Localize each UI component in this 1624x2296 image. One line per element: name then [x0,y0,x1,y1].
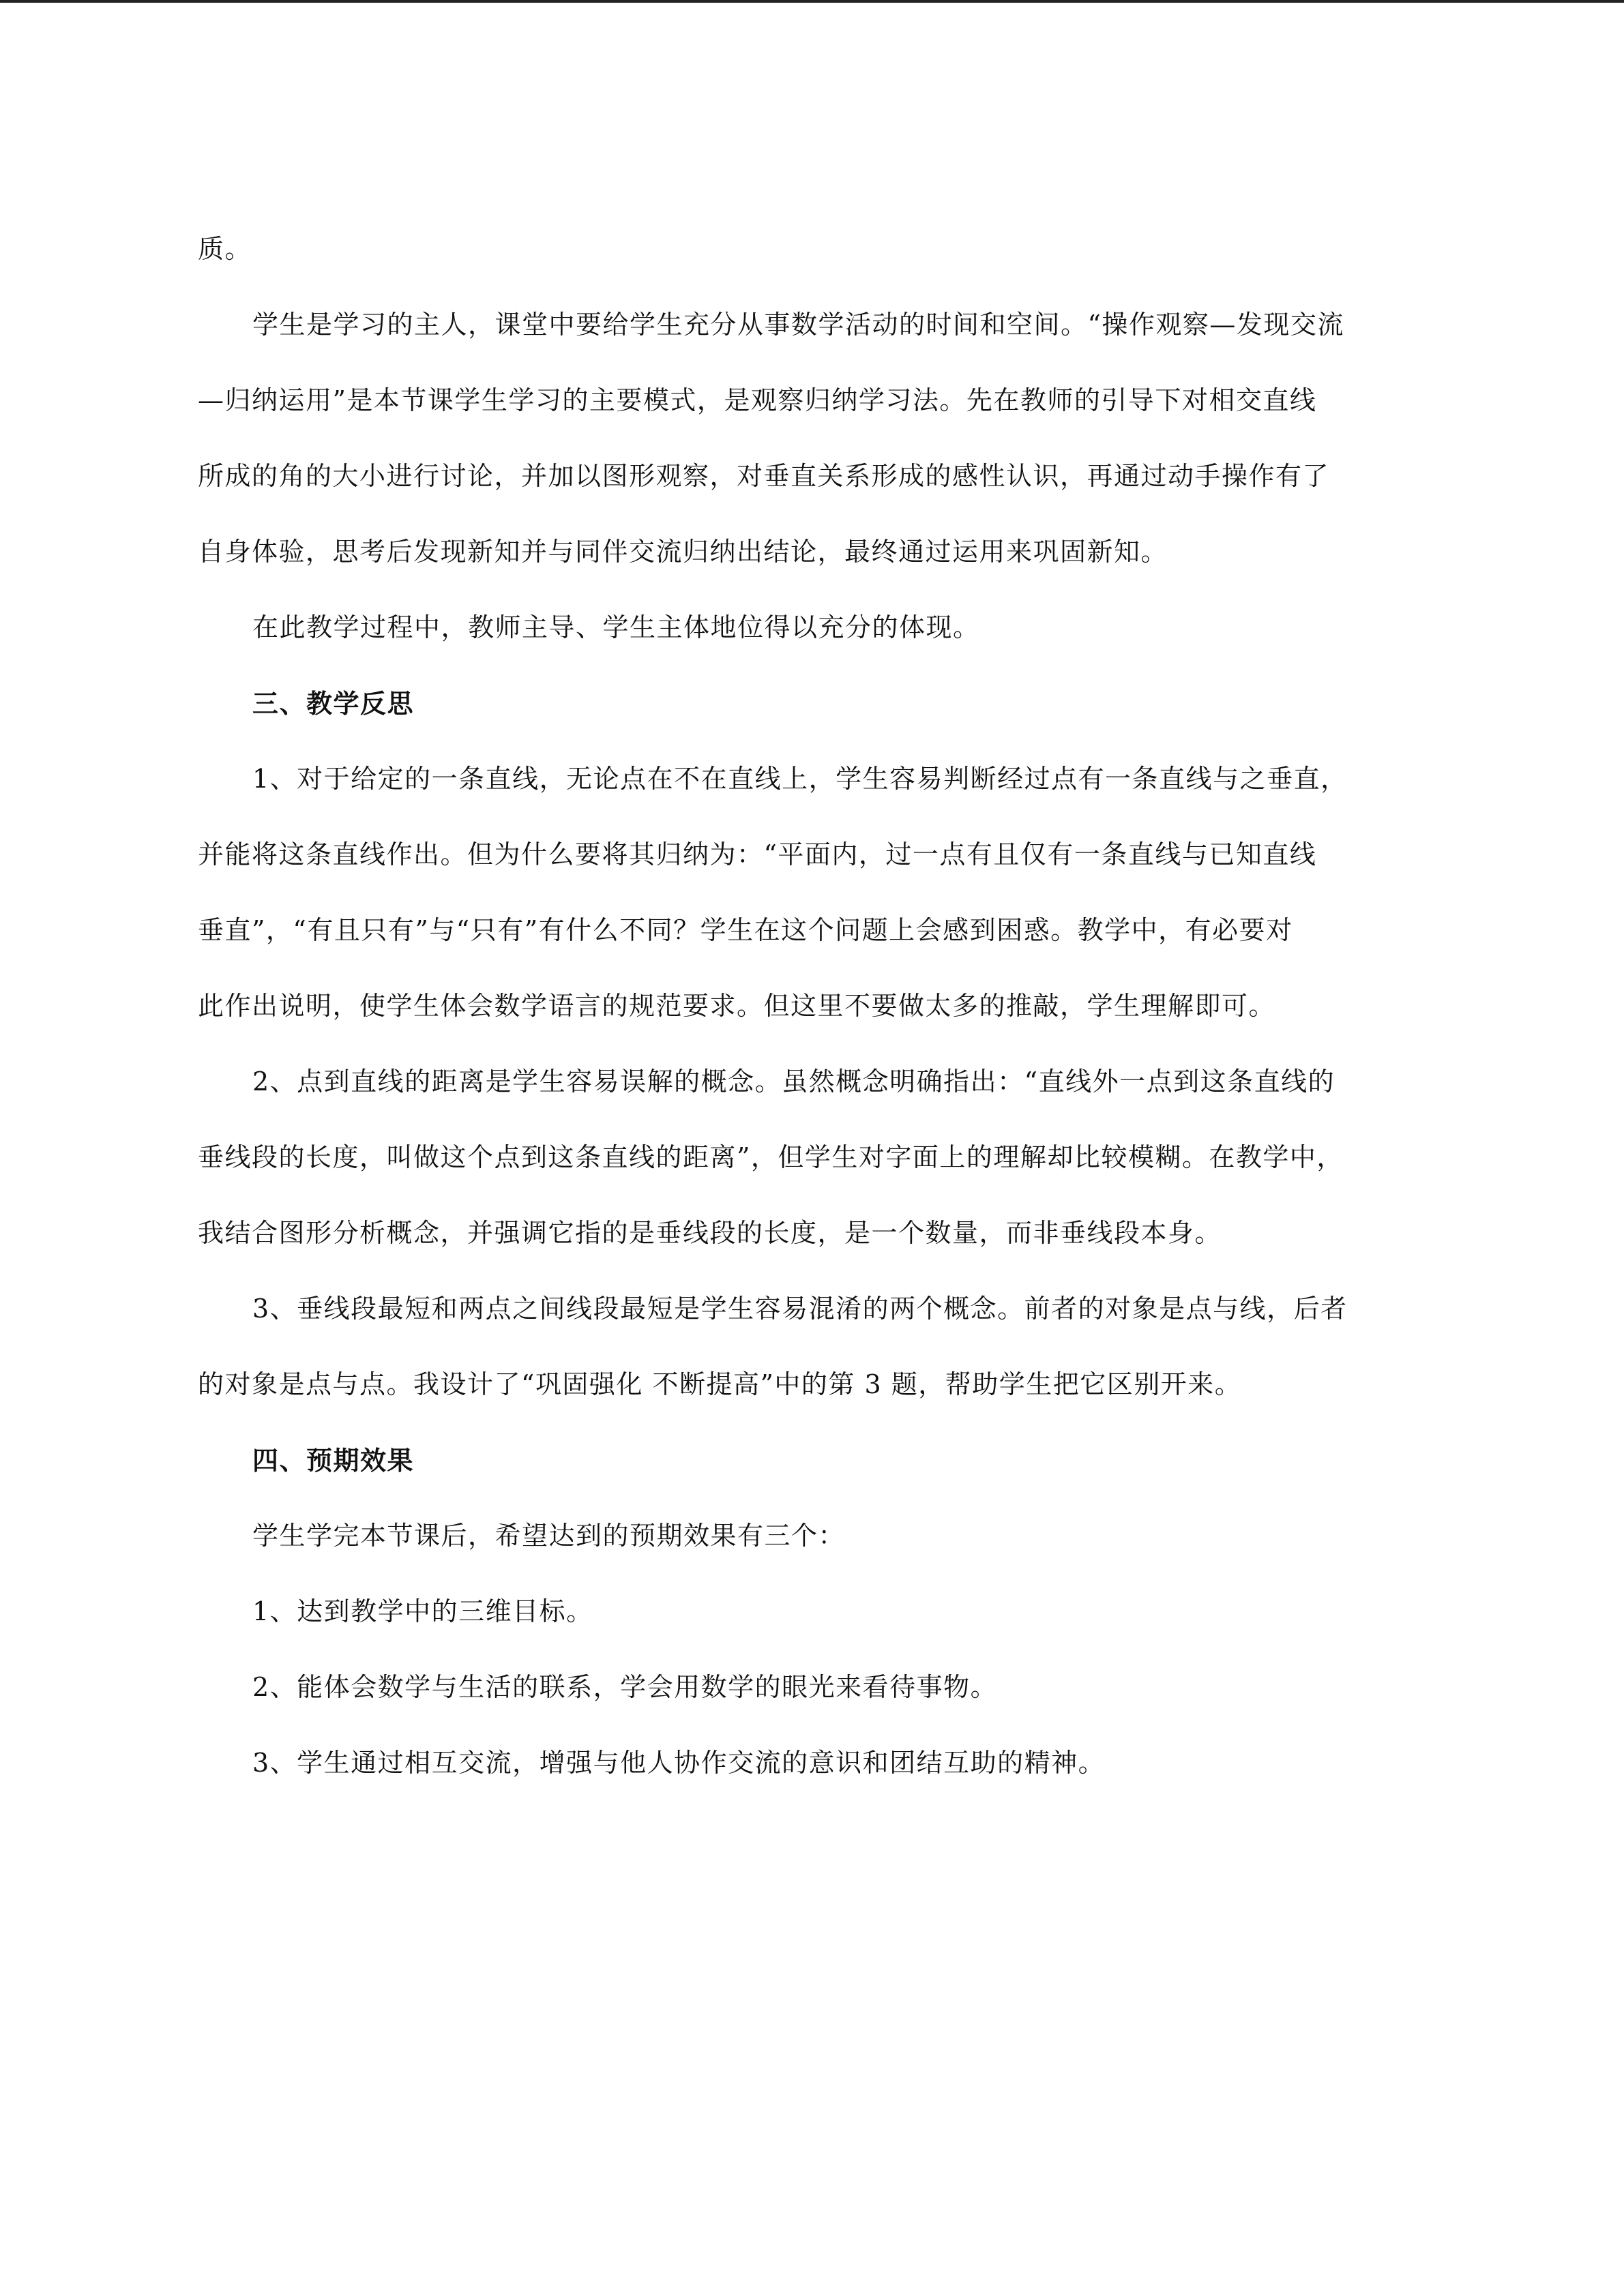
paragraph-student-learning [198,287,1426,590]
text-line: 3、垂线段最短和两点之间线段最短是学生容易混淆的两个概念。前者的对象是点与线，后者 [252,1294,1348,1324]
paragraph-continuation [198,211,1426,287]
heading-text: 三、教学反思 [252,688,415,719]
text-line: 1、达到教学中的三维目标。 [252,1596,593,1626]
list-item-effect-1 [198,1574,1426,1650]
text-line: 2、能体会数学与生活的联系，学会用数学的眼光来看待事物。 [252,1672,998,1702]
text-line: 垂直”，“有且只有”与“只有”有什么不同？学生在这个问题上会感到困惑。教学中，有必要对 [198,915,1293,945]
text-line: 垂线段的长度，叫做这个点到这条直线的距离”，但学生对字面上的理解却比较模糊。在教学中， [198,1142,1344,1172]
text-line: 自身体验，思考后发现新知并与同伴交流归纳出结论，最终通过运用来巩固新知。 [198,537,1168,567]
text-line: 学生学完本节课后，希望达到的预期效果有三个： [252,1521,846,1551]
paragraph-reflection-3 [198,1271,1426,1422]
text-line: 所成的角的大小进行讨论，并加以图形观察，对垂直关系形成的感性认识，再通过动手操作有了 [198,461,1330,491]
document-body [198,211,1426,1801]
paragraph-teacher-role [198,590,1426,666]
text-line: 学生是学习的主人，课堂中要给学生充分从事数学活动的时间和空间。“操作观察—发现交流 [252,310,1344,340]
text-line: 的对象是点与点。我设计了“巩固强化 不断提高”中的第 3 题，帮助学生把它区别开来。 [198,1369,1242,1399]
paragraph-reflection-2 [198,1044,1426,1271]
text-line: —归纳运用”是本节课学生学习的主要模式，是观察归纳学习法。先在教师的引导下对相交直线 [198,385,1317,415]
paragraph-reflection-1 [198,741,1426,1044]
text-line: 质。 [198,234,252,264]
text-line: 此作出说明，使学生体会数学语言的规范要求。但这里不要做太多的推敲，学生理解即可。 [198,991,1276,1021]
text-line: 并能将这条直线作出。但为什么要将其归纳为：“平面内，过一点有且仅有一条直线与已知直线 [198,839,1317,869]
text-line: 我结合图形分析概念，并强调它指的是垂线段的长度，是一个数量，而非垂线段本身。 [198,1218,1222,1248]
list-item-effect-2 [198,1650,1426,1725]
section-heading-expected-effects [198,1422,1426,1498]
paragraph-expected-intro [198,1498,1426,1574]
section-heading-teaching-reflection [198,666,1426,741]
text-line: 在此教学过程中，教师主导、学生主体地位得以充分的体现。 [252,612,980,642]
text-line: 2、点到直线的距离是学生容易误解的概念。虽然概念明确指出：“直线外一点到这条直线的 [252,1067,1335,1097]
text-line: 3、学生通过相互交流，增强与他人协作交流的意识和团结互助的精神。 [252,1748,1106,1778]
text-line: 1、对于给定的一条直线，无论点在不在直线上，学生容易判断经过点有一条直线与之垂直， [252,764,1348,794]
list-item-effect-3 [198,1725,1426,1801]
top-border-line [0,0,1624,3]
heading-text: 四、预期效果 [252,1445,415,1476]
